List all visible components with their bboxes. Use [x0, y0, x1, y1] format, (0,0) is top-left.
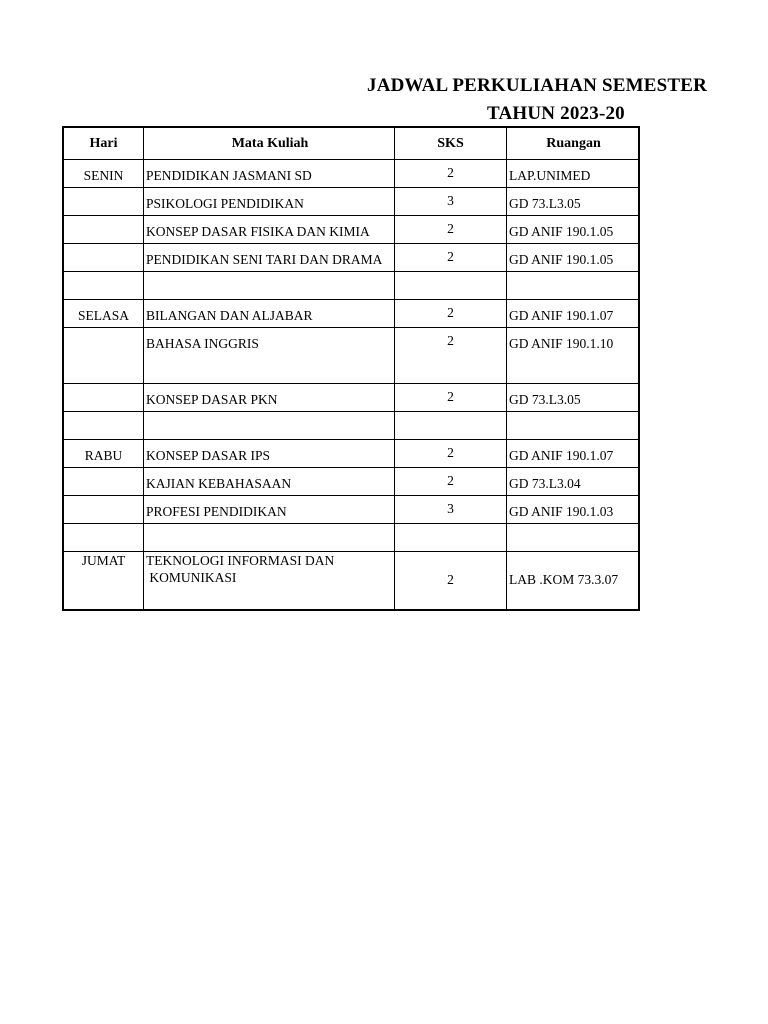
cell-sks: 2 [395, 160, 507, 188]
cell-sks: 2 [395, 552, 507, 610]
cell-hari [63, 188, 144, 216]
title-clip [0, 0, 708, 140]
cell-mata-kuliah: TEKNOLOGI INFORMASI DAN KOMUNIKASI [144, 552, 395, 610]
table-row [63, 188, 639, 216]
cell-ruangan: GD 73.L3.05 [507, 384, 640, 412]
cell-mata-kuliah: PROFESI PENDIDIKAN [144, 496, 395, 524]
cell-ruangan [507, 272, 640, 300]
cell-mata-kuliah [144, 412, 395, 440]
cell-mata-kuliah: KONSEP DASAR FISIKA DAN KIMIA [144, 216, 395, 244]
cell-ruangan: GD ANIF 190.1.03 [507, 496, 640, 524]
table-row [63, 160, 639, 188]
cell-sks: 2 [395, 468, 507, 496]
cell-hari [63, 468, 144, 496]
cell-mata-kuliah: KONSEP DASAR IPS [144, 440, 395, 468]
cell-ruangan [507, 524, 640, 552]
table-row [63, 328, 639, 384]
table-row [63, 384, 639, 412]
cell-ruangan: GD ANIF 190.1.07 [507, 440, 640, 468]
cell-hari [63, 328, 144, 384]
table-row [63, 412, 639, 440]
cell-mata-kuliah: PSIKOLOGI PENDIDIKAN [144, 188, 395, 216]
table-row [63, 496, 639, 524]
cell-ruangan: GD ANIF 190.1.05 [507, 216, 640, 244]
cell-mata-kuliah: PENDIDIKAN SENI TARI DAN DRAMA [144, 244, 395, 272]
cell-mata-kuliah: PENDIDIKAN JASMANI SD [144, 160, 395, 188]
table-row [63, 468, 639, 496]
cell-mata-kuliah: BAHASA INGGRIS [144, 328, 395, 384]
cell-hari [63, 496, 144, 524]
cell-sks: 2 [395, 384, 507, 412]
cell-mata-kuliah: KONSEP DASAR PKN [144, 384, 395, 412]
cell-hari: JUMAT [63, 552, 144, 610]
page-subtitle: TAHUN 2023-20 [487, 103, 625, 124]
cell-sks [395, 412, 507, 440]
cell-hari [63, 272, 144, 300]
header-row [63, 127, 639, 160]
cell-ruangan: GD ANIF 190.1.10 [507, 328, 640, 384]
cell-mata-kuliah [144, 524, 395, 552]
header-mata-kuliah: Mata Kuliah [144, 127, 395, 160]
table-row [63, 440, 639, 468]
cell-ruangan: GD ANIF 190.1.07 [507, 300, 640, 328]
header-hari: Hari [63, 127, 144, 160]
cell-hari [63, 244, 144, 272]
cell-sks [395, 524, 507, 552]
cell-mata-kuliah [144, 272, 395, 300]
cell-ruangan: GD 73.L3.04 [507, 468, 640, 496]
table-row [63, 272, 639, 300]
table-row [63, 552, 639, 610]
cell-hari [63, 524, 144, 552]
cell-hari [63, 216, 144, 244]
cell-sks: 2 [395, 328, 507, 384]
table-row [63, 524, 639, 552]
cell-mata-kuliah: KAJIAN KEBAHASAAN [144, 468, 395, 496]
page-title: JADWAL PERKULIAHAN SEMESTER [367, 75, 708, 96]
cell-ruangan: GD ANIF 190.1.05 [507, 244, 640, 272]
cell-mata-kuliah: BILANGAN DAN ALJABAR [144, 300, 395, 328]
table-row [63, 244, 639, 272]
table-row [63, 216, 639, 244]
cell-sks: 3 [395, 188, 507, 216]
cell-ruangan: GD 73.L3.05 [507, 188, 640, 216]
cell-sks: 2 [395, 440, 507, 468]
cell-ruangan: LAB .KOM 73.3.07 [507, 552, 640, 610]
header-ruangan: Ruangan [507, 127, 640, 160]
cell-hari [63, 384, 144, 412]
cell-sks: 3 [395, 496, 507, 524]
table-row [63, 300, 639, 328]
cell-sks: 2 [395, 244, 507, 272]
cell-sks: 2 [395, 300, 507, 328]
cell-sks [395, 272, 507, 300]
cell-hari: SELASA [63, 300, 144, 328]
cell-hari: SENIN [63, 160, 144, 188]
header-sks: SKS [395, 127, 507, 160]
schedule-table [62, 126, 640, 611]
cell-hari: RABU [63, 440, 144, 468]
cell-sks: 2 [395, 216, 507, 244]
cell-ruangan [507, 412, 640, 440]
cell-ruangan: LAP.UNIMED [507, 160, 640, 188]
cell-hari [63, 412, 144, 440]
